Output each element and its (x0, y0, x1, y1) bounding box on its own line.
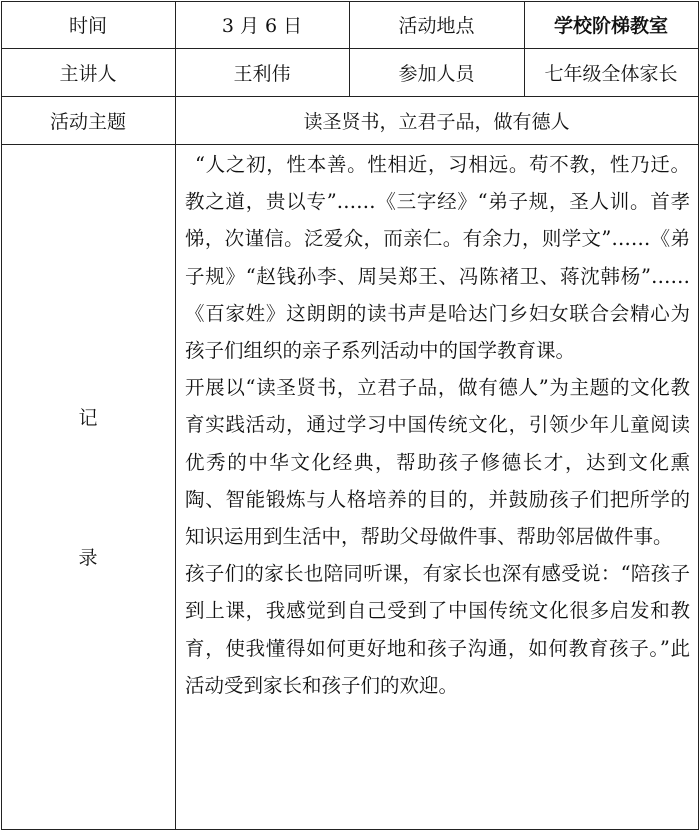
time-value: 3 月 6 日 (221, 15, 303, 37)
table-border-right (698, 1, 699, 830)
record-label-char-1: 记 (78, 407, 98, 429)
table-border-bottom (1, 829, 699, 830)
record-paragraph-1: “人之初，性本善。性相近，习相远。苟不教，性乃迁。教之道，贵以专”……《三字经》“弟子规，圣人训。首孝悌，次谨信。泛爱众，而亲仁。有余力，则学文”……《弟子规》“赵钱孙李、周吴郑王、冯陈褚卫、蒋沈韩杨”……《百家姓》这朗朗的读书声是哈达门乡妇女联合会精心为孩子们组织的亲子系列活动中的国学教育课。 (185, 153, 690, 363)
time-label: 时间 (68, 15, 107, 37)
speaker-label: 主讲人 (59, 62, 117, 85)
theme-label: 活动主题 (49, 110, 126, 133)
location-label: 活动地点 (398, 15, 475, 37)
participants-value: 七年级全体家长 (544, 62, 678, 85)
row-divider-3 (1, 144, 699, 145)
record-paragraph-3: 孩子们的家长也陪同听课，有家长也深有感受说：“陪孩子到上课，我感觉到自己受到了中国传统文化很多启发和教育，使我懂得如何更好地和孩子沟通，如何教育孩子。”此活动受到家长和孩子们的欢迎。 (185, 562, 690, 697)
participants-label: 参加人员 (398, 62, 475, 85)
record-paragraph-2: 开展以“读圣贤书，立君子品，做有德人”为主题的文化教育实践活动，通过学习中国传统文化，引领少年儿童阅读优秀的中华文化经典，帮助孩子修德长才，达到文化熏陶、智能锻炼与人格培养的目的，并鼓励孩子们把所学的知识运用到生活中，帮助父母做件事、帮助邻居做件事。 (185, 376, 690, 549)
location-value: 学校阶梯教室 (553, 15, 668, 37)
theme-value: 读圣贤书，立君子品，做有德人 (303, 110, 570, 133)
record-label-char-2: 录 (78, 547, 98, 569)
speaker-value: 王利伟 (233, 62, 291, 85)
record-content (185, 146, 690, 704)
